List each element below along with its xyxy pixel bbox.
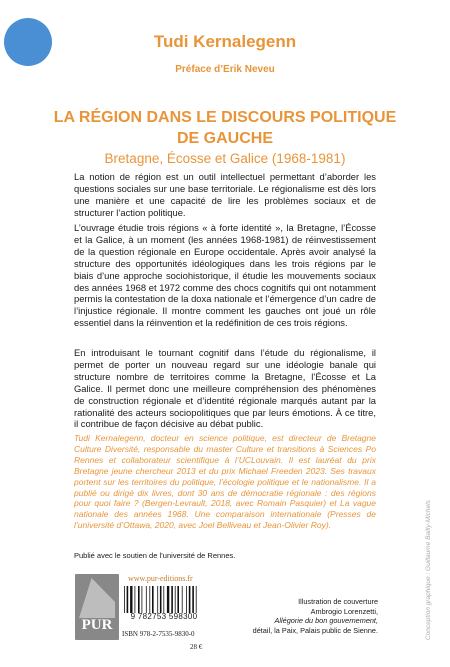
- book-subtitle: Bretagne, Écosse et Galice (1968-1981): [104, 151, 346, 166]
- barcode-bar: [196, 586, 197, 613]
- barcode-bar: [192, 586, 194, 613]
- summary-paragraph-2: L’ouvrage étudie trois régions « à forte identité », la Bretagne, l’Écosse et la Galice, à un moment (les années 1968-1981) de réinvestissement de la question régionale en Europe occidentale. Après avoir analysé la structure des opportunités idéologiques dans les trois régions par le biais d’une approche sociohistorique, il étudie les mouvements sociaux des années 1968 et 1972 comme des chocs cognitifs qui ont notamment permis la contestation de la doxa nationale et l’émergence d’un cadre de l’injustice régionale. Il montre comment les gauches ont joué un rôle essentiel dans la réinvention et la redéfinition de ces trois régions.: [74, 222, 376, 329]
- summary-paragraph-3: En introduisant le tournant cognitif dans l’étude du régionalisme, il permet de porter un nouveau regard sur une idéologie banale qui structure nombre de territoires comme la Bretagne, l’Écosse et La Galice. Il permet donc une meilleure compréhension des phénomènes de construction régionale et d’identité régionale marqués autant par la rationalité des acteurs sociopolitiques que par leurs émotions. À ce titre, il contribue de façon décisive au débat public.: [74, 347, 376, 430]
- credit-line: Illustration de couverture: [298, 597, 378, 606]
- barcode-bar: [127, 586, 129, 613]
- barcode-digits: 9 782753 598300: [130, 612, 198, 621]
- author-biography: Tudi Kernalegenn, docteur en science politique, est directeur de Bretagne Culture Diversité, responsable du master Culture et transitions à Sciences Po Rennes et collaborateur scientifique à l’UCLouvain. Il est lauréat du prix Bretagne jeune chercheur 2013 et du prix Michael Freeden 2023. Ses travaux portent sur les territoires du politique, l’écologie politique et le nationalisme. Il a publié ou dirigé dix livres, dont 30 ans de démocratie régionale : des régions pour quoi faire ? (Bergen-Levrault, 2018, avec Romain Pasquier) et La vague nationale des années 1968. Une comparaison internationale (Presses de l’université d’Ottawa, 2020, avec Joel Belliveau et Jean-Olivier Roy).: [74, 433, 376, 531]
- logo-shape: [79, 578, 115, 618]
- title-line-1: LA RÉGION DANS LE DISCOURS POLITIQUE: [53, 109, 397, 126]
- barcode-bar: [171, 586, 173, 613]
- barcode-bar: [167, 586, 169, 613]
- price: 28 €: [190, 643, 203, 651]
- publisher-logo: [75, 574, 119, 640]
- barcode-bar: [152, 586, 154, 613]
- barcode-bar: [124, 586, 125, 613]
- barcode-bar: [146, 586, 147, 613]
- cover-illustration-credit: [250, 597, 378, 635]
- title-line-2: DE GAUCHE: [176, 130, 273, 147]
- barcode-bar: [182, 586, 183, 613]
- barcode-bar: [135, 586, 136, 613]
- barcode-bar: [177, 586, 179, 613]
- barcode-bar: [138, 586, 140, 613]
- barcode-bar: [142, 586, 143, 613]
- support-notice: Publié avec le soutien de l’université de Rennes.: [74, 551, 236, 560]
- graphic-design-credit: [425, 490, 435, 640]
- author-name: Tudi Kernalegenn: [153, 32, 297, 51]
- barcode-bar: [157, 586, 158, 613]
- publisher-url[interactable]: www.pur-editions.fr: [128, 574, 193, 583]
- publisher-logo-text: PUR: [81, 617, 113, 633]
- barcode-bar: [175, 586, 176, 613]
- barcode-bar: [160, 586, 162, 613]
- credit-line: détail, la Paix, Palais public de Sienne.: [252, 625, 378, 635]
- isbn-text: ISBN 978-2-7535-9830-0: [122, 630, 195, 638]
- barcode-bar: [149, 586, 150, 613]
- design-credit-text: Conception graphique : Guillaume Bailly-Michels: [425, 500, 432, 640]
- credit-line: Allégorie du bon gouvernement,: [274, 616, 378, 626]
- preface-credit: Préface d’Erik Neveu: [175, 64, 275, 75]
- barcode-bar: [130, 586, 132, 613]
- book-title: [0, 107, 450, 149]
- credit-line: Ambrogio Lorenzetti,: [310, 606, 378, 616]
- summary-paragraph-1: La notion de région est un outil intellectuel permettant d’aborder les questions sociales sur une base territoriale. Le régionalisme est dès lors une manière et une capacité de lire les problèmes sociaux et de structurer l’action politique.: [74, 171, 376, 218]
- barcode-bar: [189, 586, 191, 613]
- barcode-bar: [186, 586, 187, 613]
- barcode-bar: [163, 586, 164, 613]
